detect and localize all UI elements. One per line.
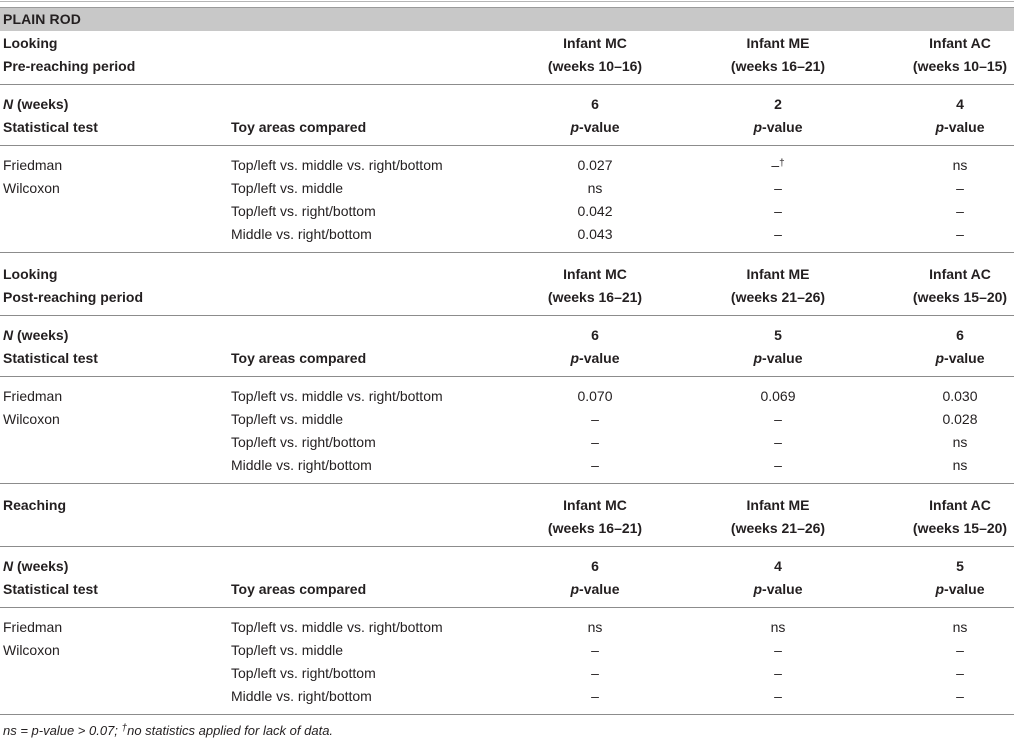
infant-weeks: (weeks 15–20) — [912, 289, 1008, 305]
stat-test-label: Statistical test — [3, 581, 98, 597]
toy-areas-compared: Top/left vs. right/bottom — [231, 665, 376, 681]
toy-areas-label: Toy areas compared — [231, 119, 367, 135]
infant-name: Infant AC — [929, 35, 991, 51]
footnote-dagger: † — [121, 723, 128, 734]
section-rule — [0, 546, 1014, 547]
p-value-cell: 0.030 — [942, 388, 978, 404]
p-value-header: p-value — [935, 350, 985, 366]
n-value: 2 — [774, 96, 782, 112]
toy-areas-compared: Top/left vs. middle vs. right/bottom — [231, 388, 443, 404]
n-value: 6 — [591, 558, 599, 574]
toy-areas-label: Toy areas compared — [231, 581, 367, 597]
p-value-cell: 0.027 — [577, 157, 613, 173]
infant-name: Infant ME — [746, 497, 810, 513]
p-value-cell: –† — [771, 157, 785, 173]
p-value-cell: 0.070 — [577, 388, 613, 404]
p-value-cell: – — [591, 434, 599, 450]
p-value-cell: – — [956, 226, 964, 242]
statistical-test: Friedman — [3, 157, 63, 173]
n-weeks-label: N (weeks) — [3, 327, 69, 343]
p-value-cell: – — [774, 688, 782, 704]
p-value-cell: – — [591, 642, 599, 658]
section-subheading: Pre-reaching period — [3, 58, 136, 74]
infant-weeks: (weeks 16–21) — [730, 58, 826, 74]
p-value-cell: – — [956, 180, 964, 196]
section-rule — [0, 607, 1014, 608]
toy-areas-compared: Middle vs. right/bottom — [231, 457, 372, 473]
p-value-header: p-value — [753, 581, 803, 597]
n-value: 4 — [956, 96, 964, 112]
toy-areas-compared: Top/left vs. right/bottom — [231, 203, 376, 219]
toy-areas-compared: Top/left vs. middle — [231, 180, 344, 196]
p-value-cell: – — [956, 642, 964, 658]
p-value-header: p-value — [570, 350, 620, 366]
section-rule — [0, 315, 1014, 316]
toy-areas-label: Toy areas compared — [231, 350, 367, 366]
toy-areas-compared: Middle vs. right/bottom — [231, 226, 372, 242]
p-value-cell: – — [591, 457, 599, 473]
infant-weeks: (weeks 21–26) — [730, 520, 826, 536]
p-value-cell: – — [591, 665, 599, 681]
section-heading: Looking — [3, 266, 58, 282]
n-weeks-label: N (weeks) — [3, 558, 69, 574]
statistical-test: Friedman — [3, 388, 63, 404]
p-value-cell: ns — [770, 619, 786, 635]
p-value-cell: – — [591, 411, 599, 427]
infant-weeks: (weeks 15–20) — [912, 520, 1008, 536]
p-value-cell: – — [774, 665, 782, 681]
toy-areas-compared: Top/left vs. right/bottom — [231, 434, 376, 450]
p-value-cell: – — [774, 203, 782, 219]
section-rule — [0, 483, 1014, 484]
section-rule — [0, 84, 1014, 85]
n-weeks-label: N (weeks) — [3, 96, 69, 112]
infant-weeks: (weeks 10–15) — [912, 58, 1008, 74]
p-value-cell: ns — [587, 180, 603, 196]
n-value: 6 — [956, 327, 964, 343]
toy-areas-compared: Top/left vs. middle — [231, 411, 344, 427]
stat-test-label: Statistical test — [3, 119, 98, 135]
section-rule — [0, 145, 1014, 146]
table-title-band — [0, 7, 1014, 31]
stat-test-label: Statistical test — [3, 350, 98, 366]
p-value-header: p-value — [570, 581, 620, 597]
statistical-test: Wilcoxon — [3, 642, 60, 658]
toy-areas-compared: Middle vs. right/bottom — [231, 688, 372, 704]
p-value-cell: – — [774, 434, 782, 450]
table-footnote — [3, 723, 333, 738]
section-heading: Reaching — [3, 497, 67, 513]
toy-areas-compared: Top/left vs. middle vs. right/bottom — [231, 157, 443, 173]
p-value-cell: ns — [952, 434, 968, 450]
p-value-cell: – — [774, 411, 782, 427]
p-value-cell: 0.028 — [942, 411, 978, 427]
infant-name: Infant MC — [563, 497, 627, 513]
n-value: 5 — [774, 327, 782, 343]
n-value: 6 — [591, 96, 599, 112]
footnote-p: p — [31, 723, 39, 738]
p-value-cell: ns — [587, 619, 603, 635]
n-value: 5 — [956, 558, 964, 574]
infant-weeks: (weeks 16–21) — [547, 520, 643, 536]
p-value-cell: 0.043 — [577, 226, 613, 242]
statistical-test: Wilcoxon — [3, 411, 60, 427]
footnote-rest: -value > 0.07; — [38, 723, 122, 738]
section-rule — [0, 714, 1014, 715]
infant-name: Infant MC — [563, 35, 627, 51]
table-top-rule — [0, 1, 1014, 2]
p-value-header: p-value — [935, 581, 985, 597]
section-subheading: Post-reaching period — [3, 289, 144, 305]
n-value: 6 — [591, 327, 599, 343]
p-value-cell: – — [956, 203, 964, 219]
toy-areas-compared: Top/left vs. middle — [231, 642, 344, 658]
infant-name: Infant MC — [563, 266, 627, 282]
section-heading: Looking — [3, 35, 58, 51]
infant-weeks: (weeks 16–21) — [547, 289, 643, 305]
p-value-header: p-value — [570, 119, 620, 135]
p-value-cell: 0.069 — [760, 388, 796, 404]
statistical-test: Friedman — [3, 619, 63, 635]
infant-weeks: (weeks 21–26) — [730, 289, 826, 305]
p-value-cell: – — [774, 226, 782, 242]
p-value-cell: – — [774, 642, 782, 658]
table-title: PLAIN ROD — [3, 11, 81, 27]
p-value-cell: – — [774, 180, 782, 196]
infant-weeks: (weeks 10–16) — [547, 58, 643, 74]
p-value-cell: – — [956, 665, 964, 681]
statistical-test: Wilcoxon — [3, 180, 60, 196]
section-rule — [0, 252, 1014, 253]
p-value-cell: – — [956, 688, 964, 704]
p-value-cell: – — [774, 457, 782, 473]
infant-name: Infant AC — [929, 497, 991, 513]
p-value-cell: 0.042 — [577, 203, 613, 219]
infant-name: Infant ME — [746, 266, 810, 282]
p-value-cell: ns — [952, 457, 968, 473]
infant-name: Infant ME — [746, 35, 810, 51]
footnote-ns: ns = — [3, 723, 32, 738]
toy-areas-compared: Top/left vs. middle vs. right/bottom — [231, 619, 443, 635]
p-value-cell: ns — [952, 619, 968, 635]
p-value-cell: – — [591, 688, 599, 704]
p-value-header: p-value — [753, 350, 803, 366]
p-value-header: p-value — [935, 119, 985, 135]
n-value: 4 — [774, 558, 782, 574]
p-value-header: p-value — [753, 119, 803, 135]
section-rule — [0, 376, 1014, 377]
footnote-dagger-text: no statistics applied for lack of data. — [127, 723, 334, 738]
infant-name: Infant AC — [929, 266, 991, 282]
p-value-cell: ns — [952, 157, 968, 173]
